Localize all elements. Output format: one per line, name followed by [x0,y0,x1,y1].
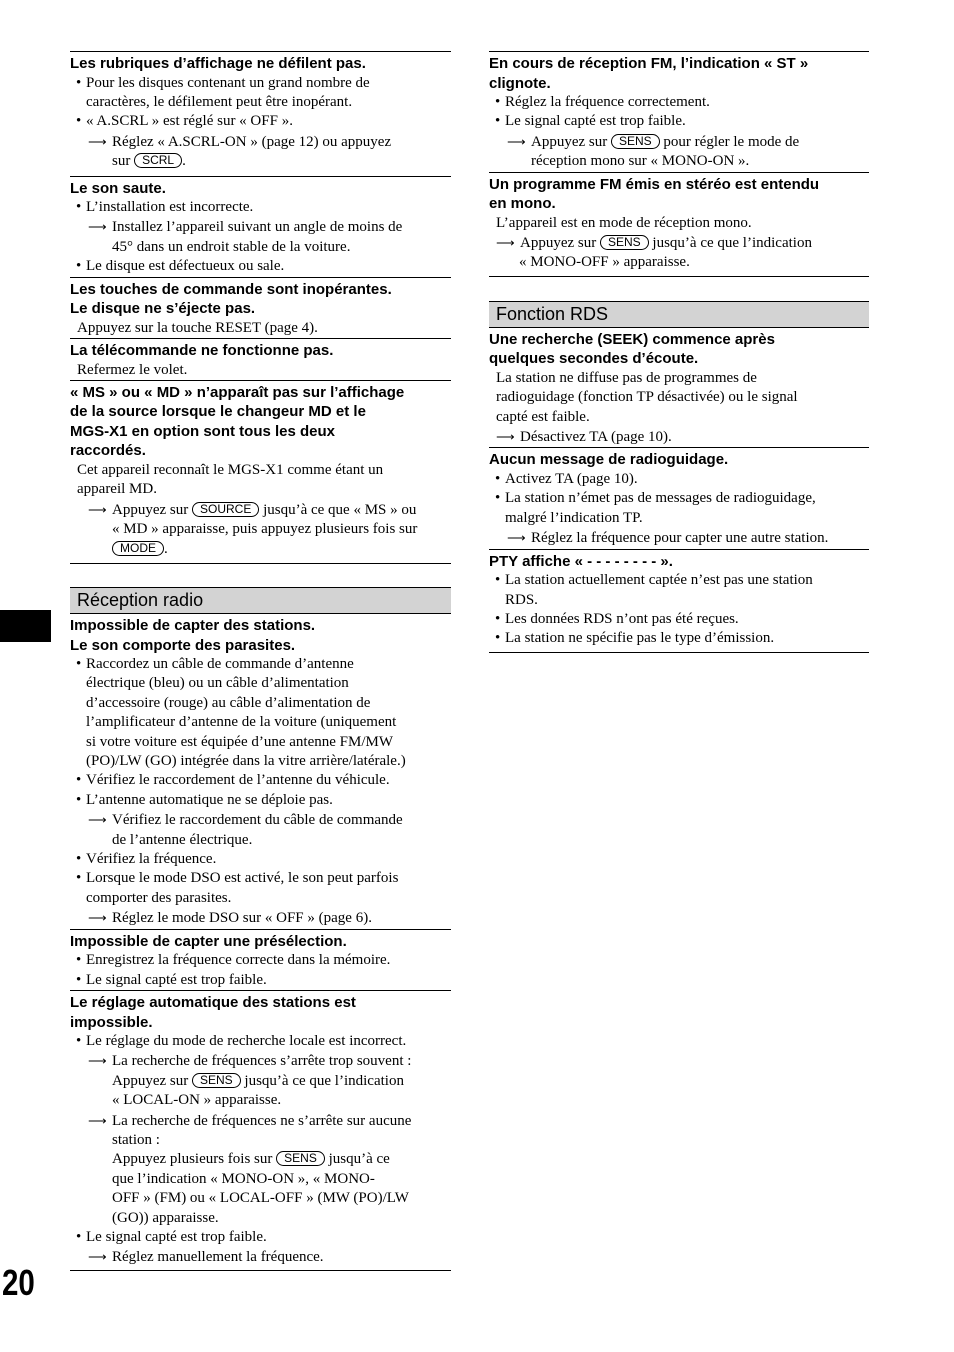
bullet-line: • Le signal capté est trop faible. [70,971,451,990]
text-line: MODE . [70,540,451,559]
troubleshoot-block [70,277,451,338]
bullet-line: • Le signal capté est trop faible. [489,112,869,131]
text-line: RDS. [505,591,538,608]
bullet-icon: • [76,258,82,275]
bullet-icon: • [495,490,501,507]
arrow-right-icon: ⟶ [88,1112,106,1128]
bullet-line: • L’installation est incorrecte. [70,198,451,217]
block-heading: La télécommande ne fonctionne pas. [70,342,334,360]
bullet-line: • Réglez la fréquence correctement. [489,93,869,112]
bullet-line: • « A.SCRL » est réglé sur « OFF ». [70,112,451,131]
text-line: caractères, le défilement peut être inopérant. [86,93,353,110]
source-key: SOURCE [192,502,259,517]
troubleshoot-block [70,929,451,990]
arrow-line: ⟶ La recherche de fréquences s’arrête trop souvent : [88,1053,412,1070]
bullet-line: • Enregistrez la fréquence correcte dans la mémoire. [70,951,451,970]
arrow-line: ⟶ Réglez le mode DSO sur « OFF » (page 6). [88,910,372,927]
bullet-line: • Les données RDS n’ont pas été reçues. [489,610,869,629]
block-heading: Les touches de commande sont inopérantes. Le disque ne s’éjecte pas. [70,280,392,318]
bullet-line: • Lorsque le mode DSO est activé, le son peut parfois [70,869,451,888]
block-heading: Impossible de capter des stations. Le son comporte des parasites. [70,617,316,654]
bullet-icon: • [76,1033,82,1049]
bullet-line: • La station n’émet pas de messages de radioguidage, [489,489,869,508]
text-line: Appuyez sur SENS jusqu’à ce que l’indication [112,1072,404,1089]
troubleshoot-block [489,447,869,548]
block-heading: Le son saute. [70,179,166,197]
arrow-line: ⟶ Appuyez sur SOURCE jusqu’à ce que « MS » ou [88,501,417,518]
text-line: « MONO-OFF » apparaisse. [519,254,690,271]
text-line: « MD » apparaisse, puis appuyez plusieurs fois sur [112,521,418,538]
text-line: malgré l’indication TP. [505,509,643,526]
text-line: l’amplificateur d’antenne de la voiture (uniquement [86,714,397,731]
sens-key: SENS [600,235,649,250]
text-line: appareil MD. [77,481,157,498]
bullet-icon: • [495,630,501,647]
arrow-line: ⟶ Vérifiez le raccordement du câble de commande [88,812,403,829]
bullet-line: • Le disque est défectueux ou sale. [70,257,451,276]
bullet-icon: • [76,952,82,969]
sens-key: SENS [276,1151,325,1166]
text-line: comporter des parasites. [86,889,232,906]
bullet-icon: • [76,851,82,868]
arrow-right-icon: ⟶ [88,501,106,517]
right-column [489,51,869,653]
arrow-line: ⟶ Appuyez sur SENS pour régler le mode de [507,133,800,150]
sens-key: SENS [192,1073,241,1088]
bullet-icon: • [495,610,501,627]
bullet-icon: • [76,1229,82,1246]
arrow-right-icon: ⟶ [88,910,106,926]
section-heading-reception-radio: Réception radio [70,587,451,614]
text-line: « LOCAL-ON » apparaisse. [112,1092,282,1109]
text-line: (PO)/LW (GO) intégrée dans la vitre arrière/latérale.) [86,753,406,770]
text-line: si votre voiture est équipée d’une antenne FM/MW [86,733,394,750]
bullet-icon: • [76,791,82,808]
bullet-line: • La station ne spécifie pas le type d’émission. [489,629,869,648]
troubleshoot-block [489,549,869,653]
chapter-tab-marker [0,610,51,642]
text-line: Cet appareil reconnaît le MGS-X1 comme étant un [77,461,384,478]
troubleshoot-block [70,614,451,929]
arrow-right-icon: ⟶ [496,235,514,251]
scrl-key: SCRL [134,153,182,168]
block-heading: Le réglage automatique des stations est impossible. [70,994,356,1031]
bullet-icon: • [76,656,82,672]
block-heading: Aucun message de radioguidage. [489,451,729,469]
text-line: réception mono sur « MONO-ON ». [531,153,750,170]
text-line: La station ne diffuse pas de programmes de [496,369,757,386]
block-heading: Une recherche (SEEK) commence après quelques secondes d’écoute. [489,330,775,368]
arrow-right-icon: ⟶ [496,429,514,445]
bullet-icon: • [76,870,82,887]
text-line: L’appareil est en mode de réception mono. [496,214,752,231]
bullet-line: • La station actuellement captée n’est pas une station [489,571,869,590]
block-heading: « MS » ou « MD » n’apparaît pas sur l’affichage de la source lorsque le changeur MD et le MGS-X1 en option sont tous les deux raccordés. [70,383,405,460]
bullet-icon: • [76,74,82,91]
arrow-line: ⟶ Appuyez sur SENS jusqu’à ce que l’indication [496,235,812,252]
bullet-icon: • [76,772,82,789]
bullet-icon: • [495,113,501,130]
troubleshoot-block [489,172,869,277]
text-line: station : [112,1132,160,1149]
bullet-icon: • [76,199,82,216]
arrow-line: ⟶ Réglez la fréquence pour capter une autre station. [507,530,829,547]
troubleshoot-block [70,176,451,277]
troubleshoot-block [70,338,451,380]
arrow-line: ⟶ La recherche de fréquences ne s’arrête sur aucune [88,1112,412,1129]
arrow-right-icon: ⟶ [507,530,525,546]
troubleshoot-block [70,51,451,176]
arrow-line: ⟶ Désactivez TA (page 10). [496,429,672,446]
bullet-icon: • [495,572,501,589]
arrow-line: ⟶ Réglez manuellement la fréquence. [88,1249,324,1266]
bullet-line: • Vérifiez la fréquence. [70,850,451,869]
troubleshoot-block [70,990,451,1271]
text-line: radioguidage (fonction TP désactivée) ou le signal [496,389,798,406]
bullet-line: • Le réglage du mode de recherche locale est incorrect. [70,1032,451,1051]
arrow-right-icon: ⟶ [88,812,106,828]
bullet-icon: • [495,94,501,110]
left-column [70,51,451,1271]
text-line: sur SCRL . [112,153,186,170]
block-heading: Un programme FM émis en stéréo est entendu en mono. [489,175,820,213]
arrow-line: ⟶ Installez l’appareil suivant un angle de moins de [88,219,403,236]
page-number: 20 [2,1262,35,1303]
text-line: capté est faible. [496,408,590,425]
bullet-line: • Vérifiez le raccordement de l’antenne du véhicule. [70,771,451,790]
text-line: de l’antenne électrique. [112,831,253,848]
block-heading: Impossible de capter une présélection. [70,932,347,950]
text-line: Refermez le volet. [77,361,188,378]
arrow-right-icon: ⟶ [88,1053,106,1069]
text-line: que l’indication « MONO-ON », « MONO- [112,1170,375,1187]
text-line: Appuyez sur la touche RESET (page 4). [77,319,318,336]
text-line: électrique (bleu) ou un câble d’alimentation [86,675,349,692]
text-line: d’accessoire (rouge) au câble d’alimentation de [86,694,371,711]
sens-key: SENS [611,134,660,149]
arrow-line: ⟶ Réglez « A.SCRL-ON » (page 12) ou appuyez [88,133,392,150]
block-heading: PTY affiche « - - - - - - - - ». [489,552,673,570]
bullet-line: • Activez TA (page 10). [489,470,869,489]
arrow-right-icon: ⟶ [88,219,106,235]
section-heading-fonction-rds: Fonction RDS [489,301,869,328]
bullet-line: • Raccordez un câble de commande d’antenne [70,655,451,674]
bullet-line: • L’antenne automatique ne se déploie pas. [70,791,451,810]
block-heading: En cours de réception FM, l’indication « ST » clignote. [489,55,809,92]
arrow-right-icon: ⟶ [88,1249,106,1265]
text-line: 45° dans un endroit stable de la voiture. [112,238,351,255]
bullet-icon: • [76,113,82,130]
text-line: Appuyez plusieurs fois sur SENS jusqu’à ce [112,1151,390,1168]
text-line: OFF » (FM) ou « LOCAL-OFF » (MW (PO)/LW [112,1190,409,1207]
bullet-icon: • [495,470,501,487]
text-line: (GO)) apparaisse. [112,1209,219,1226]
arrow-right-icon: ⟶ [507,133,525,149]
arrow-right-icon: ⟶ [88,133,106,149]
bullet-line: • Le signal capté est trop faible. [70,1228,451,1247]
bullet-line: • Pour les disques contenant un grand nombre de [70,74,451,93]
bullet-icon: • [76,971,82,988]
block-heading: Les rubriques d’affichage ne défilent pas. [70,55,366,72]
mode-key: MODE [112,541,164,556]
troubleshoot-block [70,380,451,564]
troubleshoot-block [489,51,869,172]
troubleshoot-block [489,328,869,448]
